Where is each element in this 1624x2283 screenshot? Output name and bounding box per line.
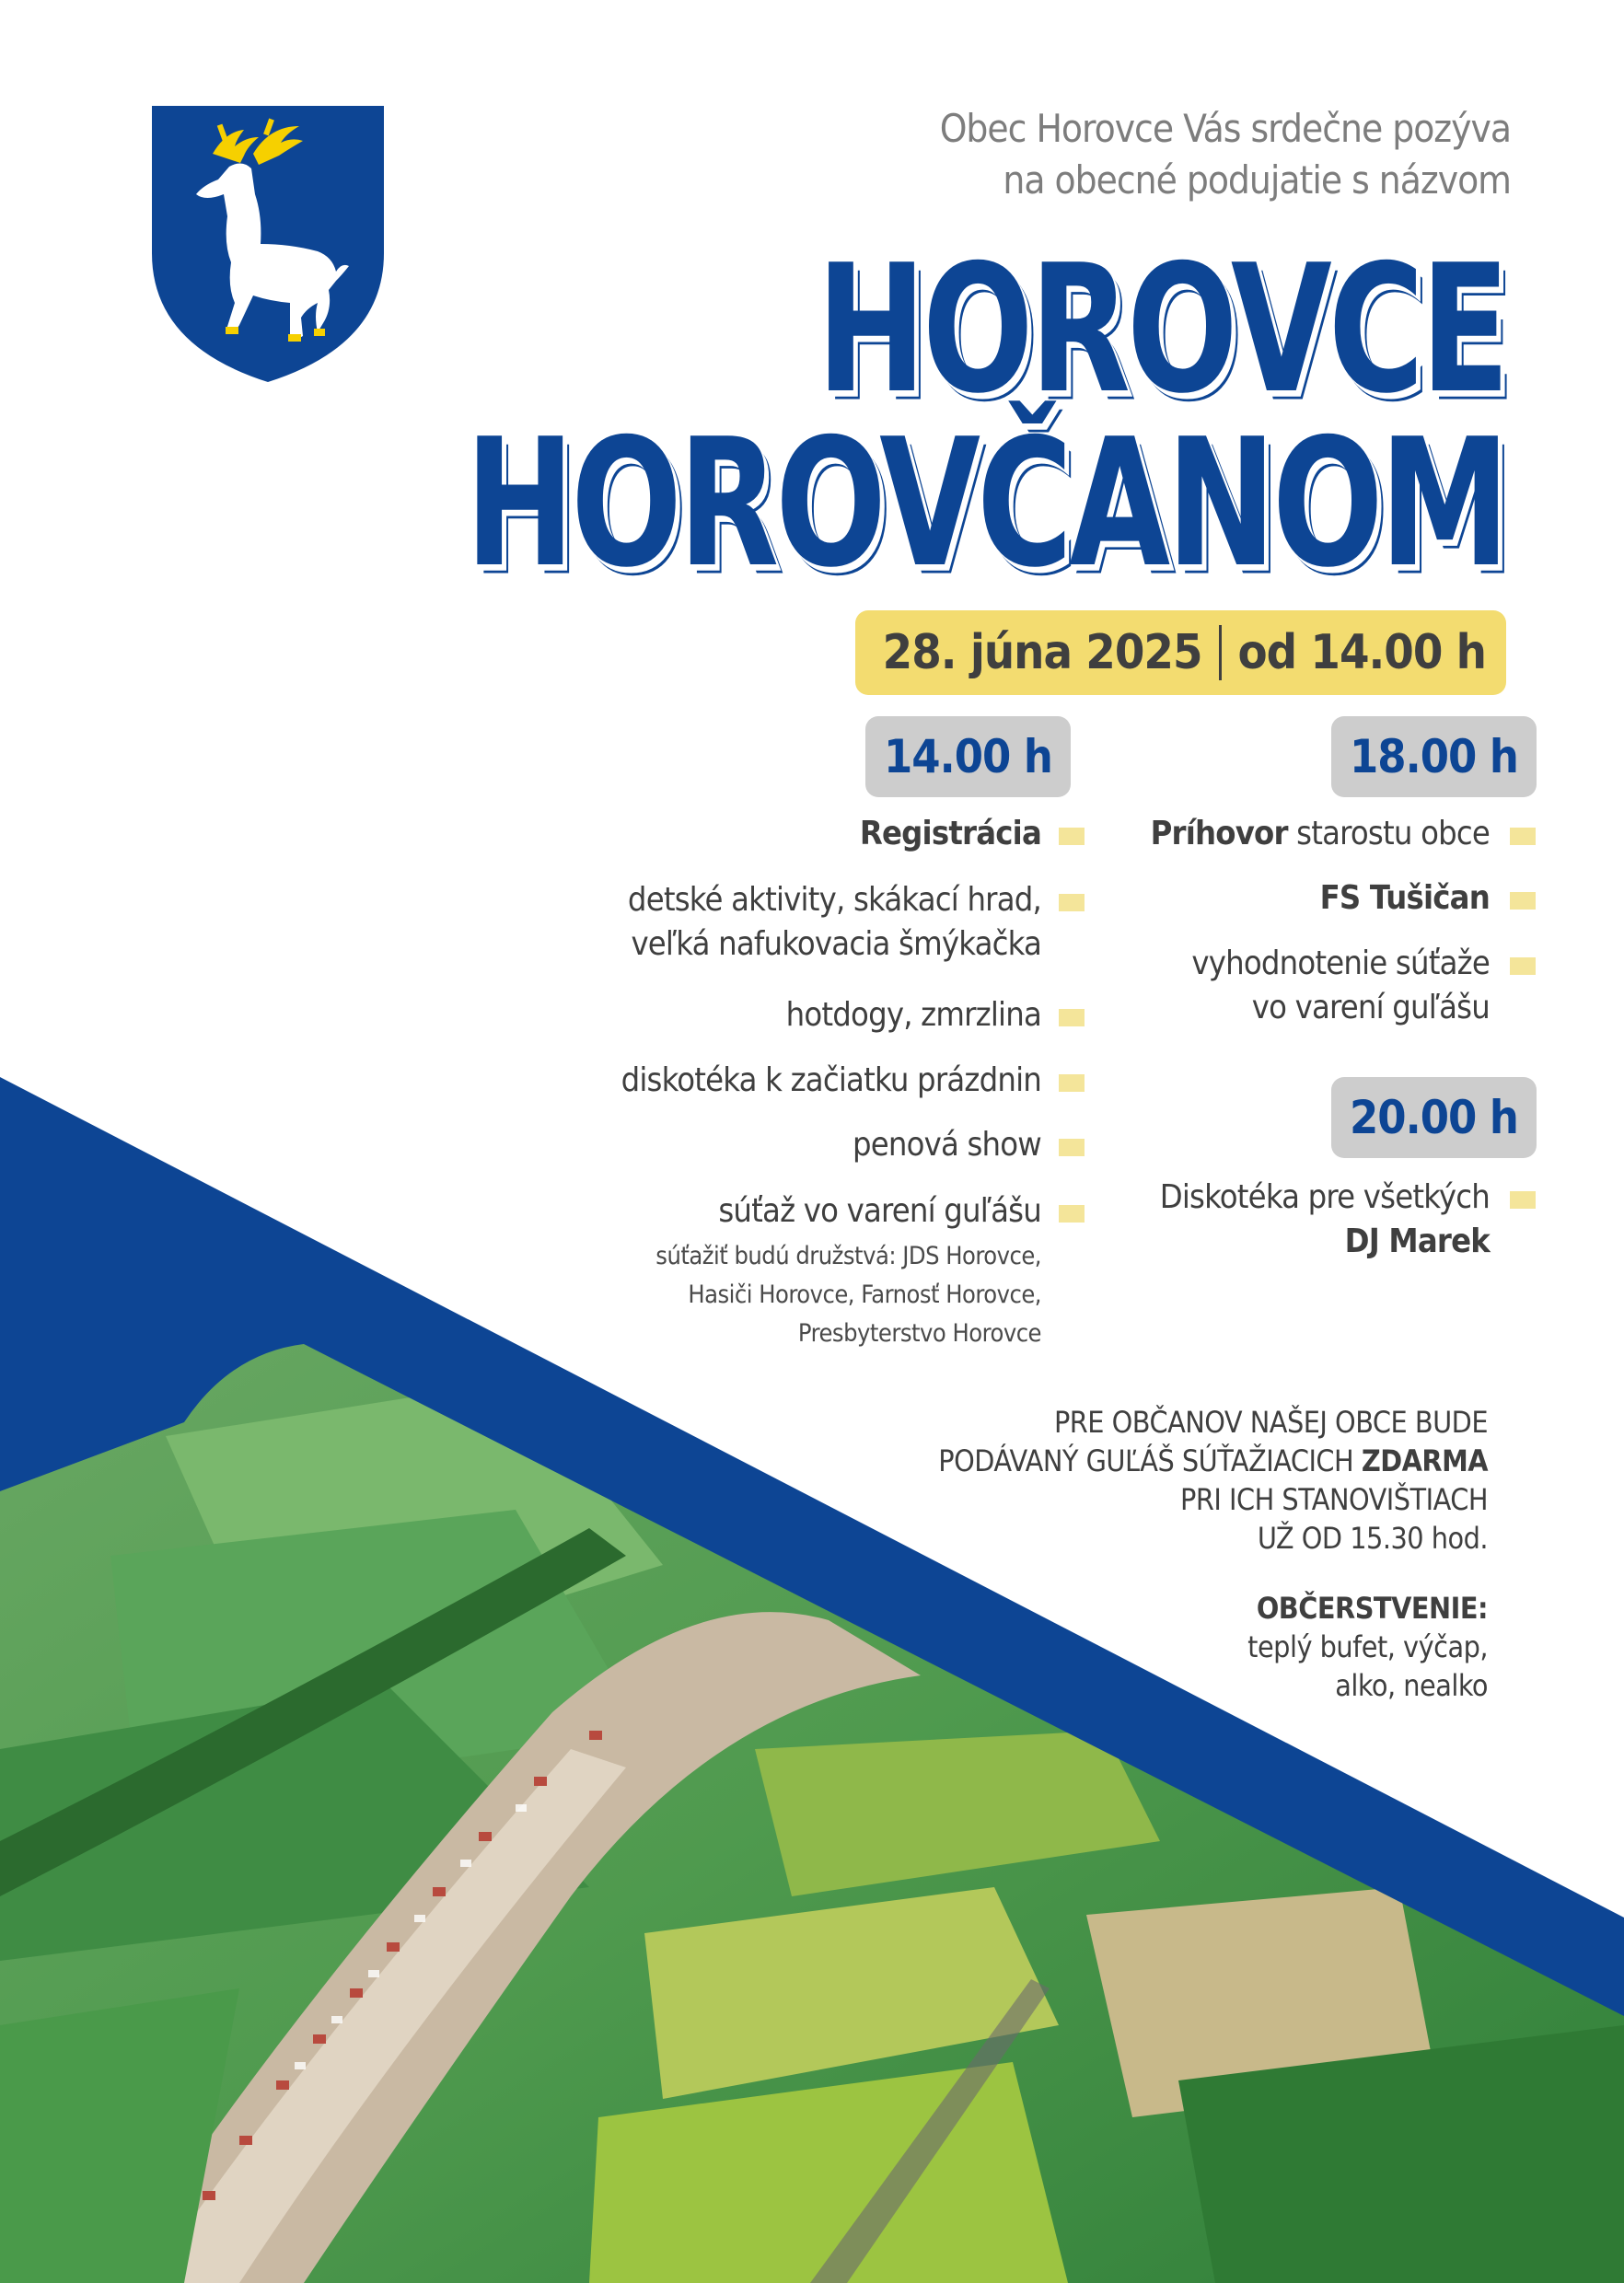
invitation-line-1: Obec Horovce Vás srdečne pozýva — [939, 106, 1511, 151]
time-badge-20: 20.00 h — [1331, 1077, 1537, 1158]
schedule-item-goulash-contest: súťaž vo varení guľášu — [718, 1192, 1041, 1230]
bullet-marker — [1059, 1009, 1085, 1026]
event-start-time: od 14.00 h — [1237, 625, 1486, 680]
bullet-marker — [1510, 957, 1536, 975]
competitors-note: súťažiť budú družstvá: JDS Horovce, Hasiči Horovce, Farnosť Horovce, Presbyterstvo Horovce — [655, 1242, 1041, 1348]
schedule-item-folk-ensemble: FS Tušičan — [1319, 879, 1490, 917]
schedule-item-foam-show: penová show — [852, 1126, 1041, 1164]
schedule-item-disco-all: Diskotéka pre všetkých DJ Marek — [1159, 1178, 1490, 1260]
event-title-line-2: HOROVČANOM — [465, 401, 1506, 607]
free-goulash-note: PRE OBČANOV NAŠEJ OBCE BUDE PODÁVANÝ GUĽÁŠ SÚŤAŽIACICH ZDARMA PRI ICH STANOVIŠTIACH UŽ OD 15.30 hod. — [938, 1405, 1488, 1556]
date-separator — [1219, 625, 1222, 680]
bullet-marker — [1510, 892, 1536, 910]
date-badge — [855, 610, 1506, 695]
schedule-item-mayor-speech: Príhovor starostu obce — [1150, 815, 1490, 852]
schedule-item-food: hotdogy, zmrzlina — [785, 996, 1041, 1034]
schedule-item-registration: Registrácia — [859, 815, 1041, 852]
invitation-text — [590, 103, 1511, 206]
schedule-item-contest-results: vyhodnotenie súťaže vo varení guľášu — [1191, 944, 1490, 1026]
bullet-marker — [1510, 828, 1536, 845]
bullet-marker — [1059, 894, 1085, 911]
schedule-item-kids-activities: detské aktivity, skákací hrad, veľká nafukovacia šmýkačka — [627, 881, 1041, 963]
bullet-marker — [1059, 1074, 1085, 1092]
time-badge-14: 14.00 h — [865, 716, 1071, 797]
schedule-item-disco: diskotéka k začiatku prázdnin — [621, 1061, 1041, 1099]
invitation-line-2: na obecné podujatie s názvom — [1003, 157, 1511, 203]
bullet-marker — [1059, 828, 1085, 845]
bullet-marker — [1059, 1205, 1085, 1223]
bullet-marker — [1059, 1139, 1085, 1156]
time-badge-18: 18.00 h — [1331, 716, 1537, 797]
event-title-line-1: HOROVCE — [817, 227, 1506, 433]
bullet-marker — [1510, 1191, 1536, 1209]
event-date: 28. júna 2025 — [882, 625, 1202, 680]
refreshments-note: OBČERSTVENIE: teplý bufet, výčap, alko, nealko — [1247, 1591, 1488, 1703]
